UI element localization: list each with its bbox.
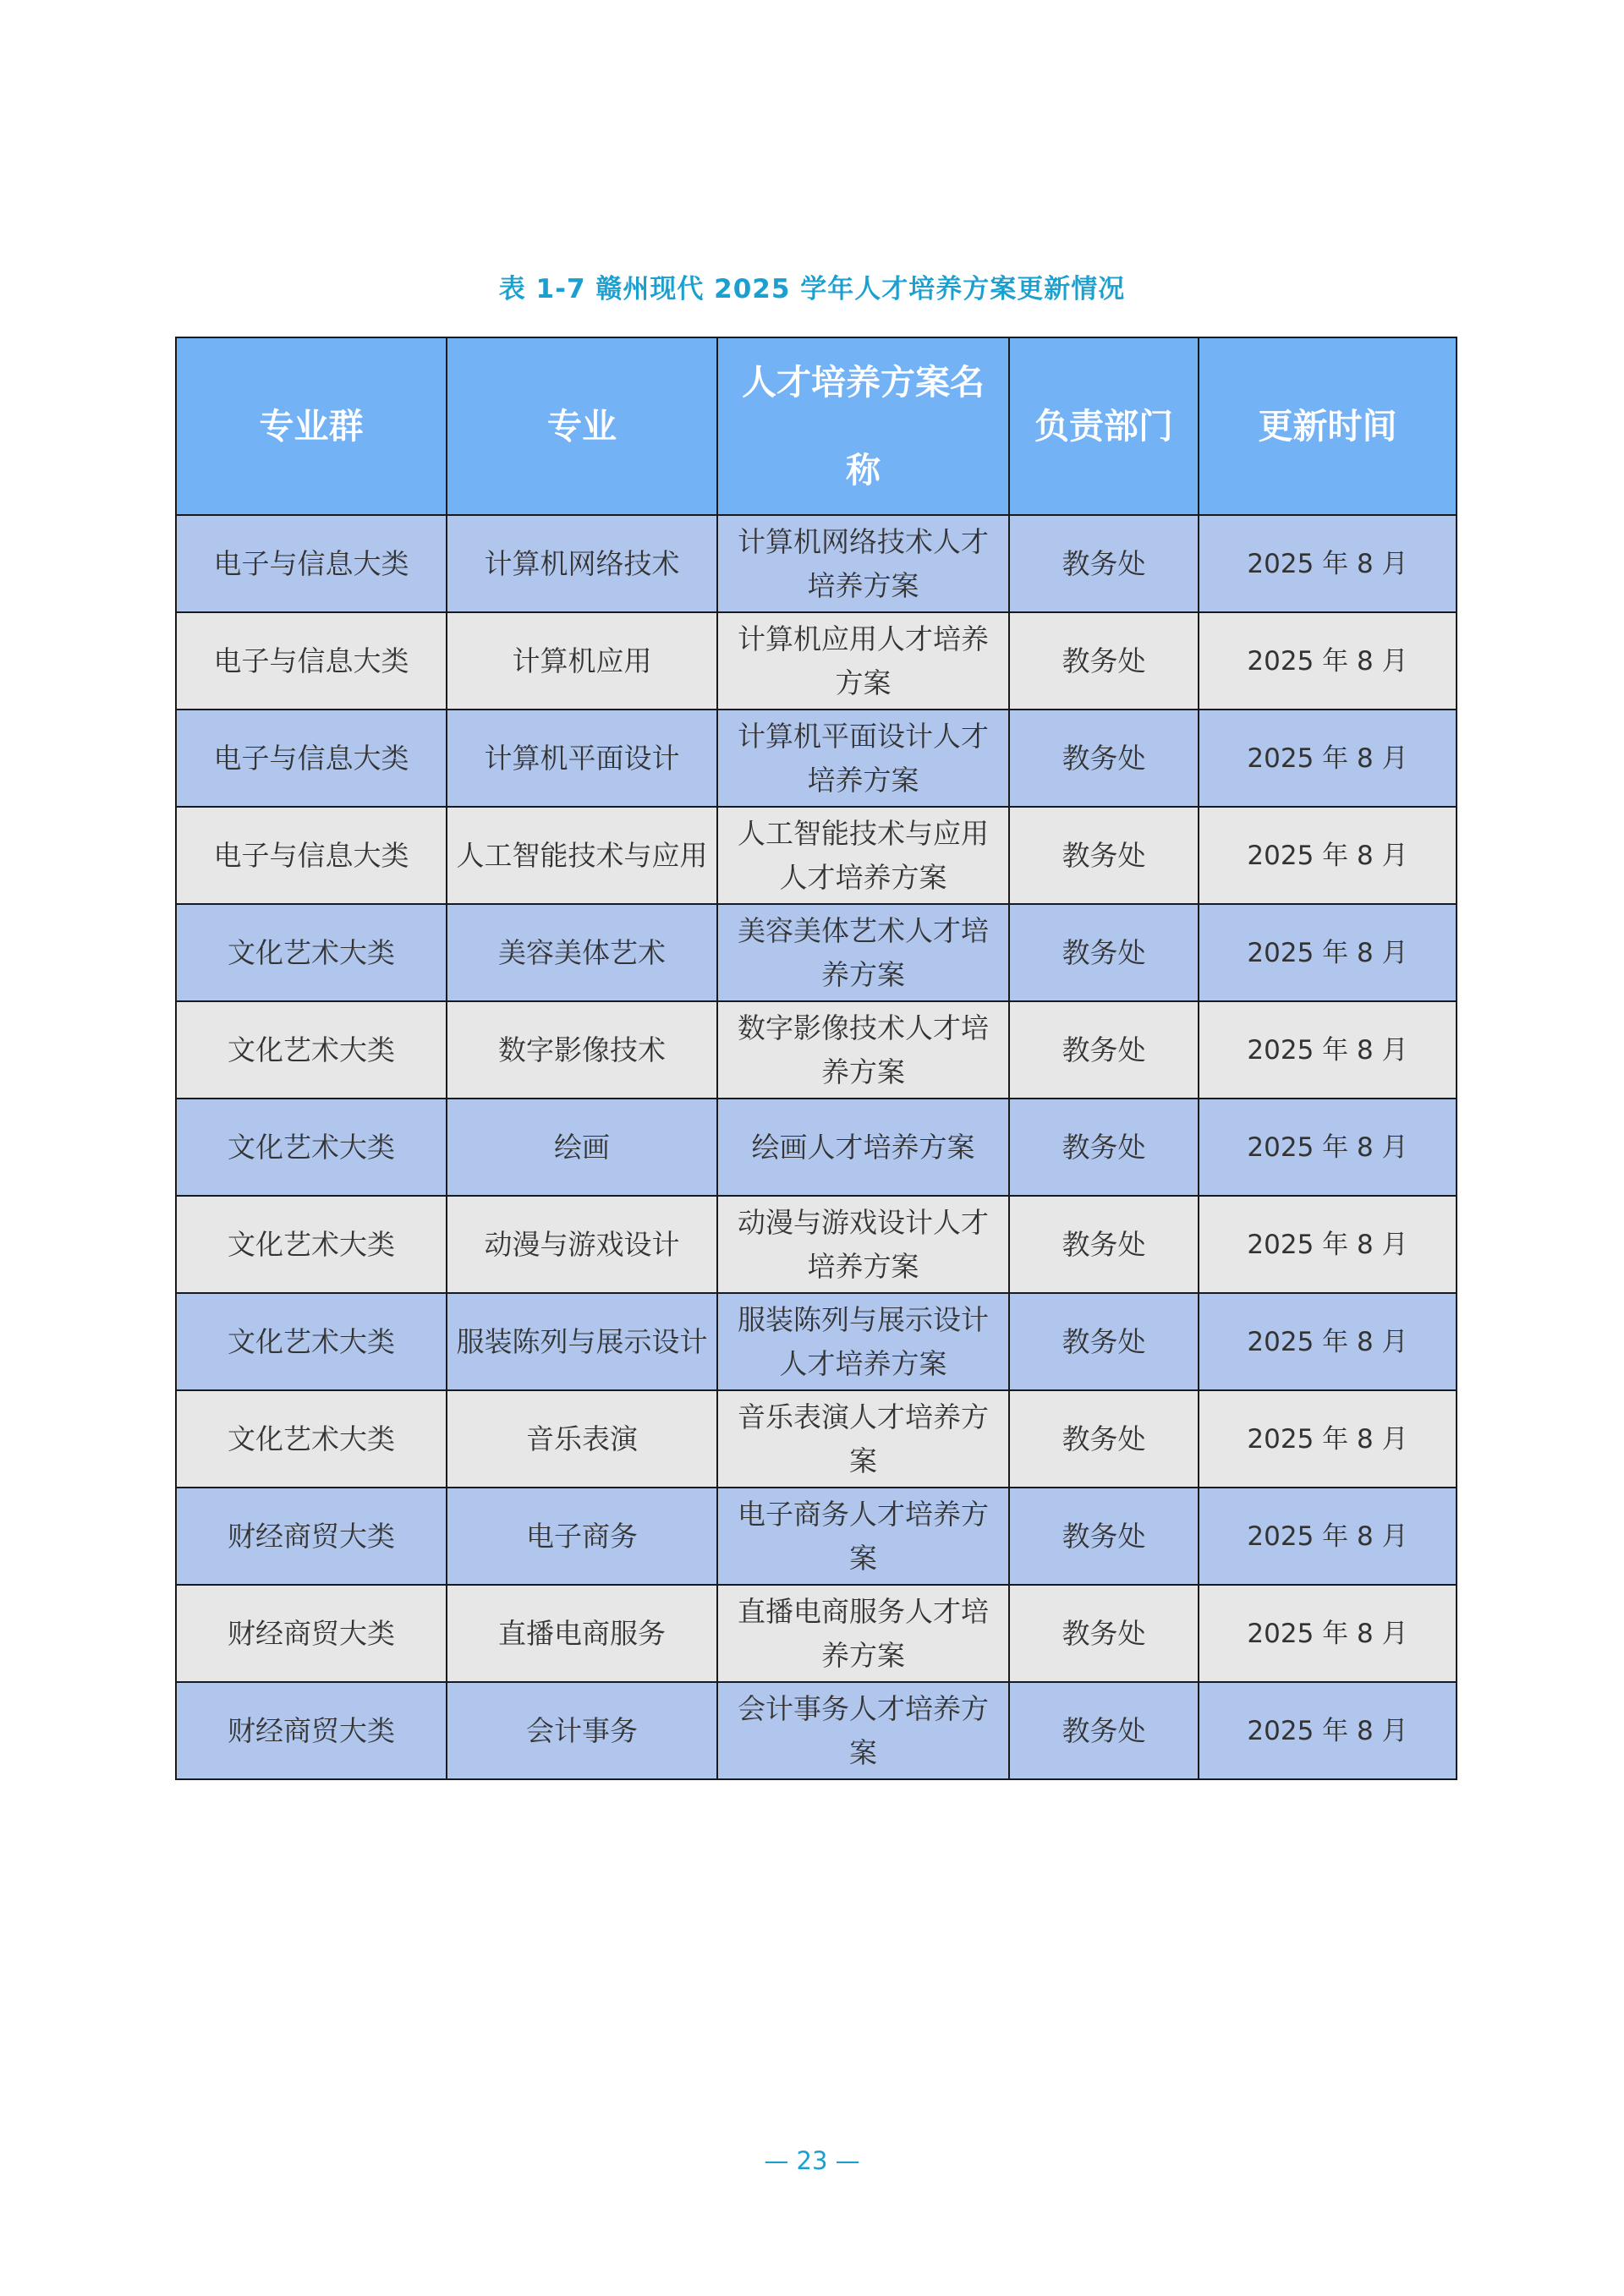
cell-department: 教务处 <box>1009 612 1199 710</box>
table-row <box>176 1196 1457 1293</box>
cell-group: 财经商贸大类 <box>176 1682 447 1779</box>
cell-update-time: 2025 年 8 月 <box>1199 1196 1457 1293</box>
cell-department: 教务处 <box>1009 1099 1199 1196</box>
cell-major: 绘画 <box>447 1099 717 1196</box>
cell-major: 计算机应用 <box>447 612 717 710</box>
cell-department: 教务处 <box>1009 1488 1199 1585</box>
cell-update-time: 2025 年 8 月 <box>1199 807 1457 904</box>
table-row <box>176 612 1457 710</box>
cell-group: 财经商贸大类 <box>176 1488 447 1585</box>
cell-plan-name: 绘画人才培养方案 <box>717 1099 1009 1196</box>
cell-update-time: 2025 年 8 月 <box>1199 1099 1457 1196</box>
cell-major: 人工智能技术与应用 <box>447 807 717 904</box>
cell-group: 文化艺术大类 <box>176 1293 447 1390</box>
table-row <box>176 710 1457 807</box>
cell-update-time: 2025 年 8 月 <box>1199 710 1457 807</box>
cell-plan-name: 数字影像技术人才培养方案 <box>717 1001 1009 1099</box>
cell-plan-name: 人工智能技术与应用人才培养方案 <box>717 807 1009 904</box>
cell-department: 教务处 <box>1009 1293 1199 1390</box>
cell-major: 电子商务 <box>447 1488 717 1585</box>
cell-major: 计算机网络技术 <box>447 515 717 612</box>
table-row <box>176 1390 1457 1488</box>
table-row <box>176 807 1457 904</box>
cell-update-time: 2025 年 8 月 <box>1199 904 1457 1001</box>
header-cell-department: 负责部门 <box>1009 337 1199 515</box>
header-cell-update-time: 更新时间 <box>1199 337 1457 515</box>
cell-major: 服装陈列与展示设计 <box>447 1293 717 1390</box>
cell-update-time: 2025 年 8 月 <box>1199 1682 1457 1779</box>
cell-major: 会计事务 <box>447 1682 717 1779</box>
table-row <box>176 1488 1457 1585</box>
training-plan-table <box>175 337 1457 1780</box>
cell-plan-name: 美容美体艺术人才培养方案 <box>717 904 1009 1001</box>
cell-group: 文化艺术大类 <box>176 1390 447 1488</box>
cell-major: 计算机平面设计 <box>447 710 717 807</box>
table-caption: 表 1-7 赣州现代 2025 学年人才培养方案更新情况 <box>498 274 1126 304</box>
cell-plan-name: 服装陈列与展示设计人才培养方案 <box>717 1293 1009 1390</box>
page-number: — 23 — <box>764 2146 860 2175</box>
header-row <box>176 337 1457 515</box>
cell-update-time: 2025 年 8 月 <box>1199 1390 1457 1488</box>
header-cell-plan-name: 人才培养方案名称 <box>717 337 1009 515</box>
cell-group: 电子与信息大类 <box>176 515 447 612</box>
cell-group: 文化艺术大类 <box>176 1001 447 1099</box>
cell-group: 电子与信息大类 <box>176 710 447 807</box>
table-row <box>176 1001 1457 1099</box>
table-row <box>176 1099 1457 1196</box>
cell-plan-name: 电子商务人才培养方案 <box>717 1488 1009 1585</box>
cell-department: 教务处 <box>1009 515 1199 612</box>
cell-group: 文化艺术大类 <box>176 1196 447 1293</box>
cell-major: 美容美体艺术 <box>447 904 717 1001</box>
cell-department: 教务处 <box>1009 1001 1199 1099</box>
cell-plan-name: 直播电商服务人才培养方案 <box>717 1585 1009 1682</box>
cell-update-time: 2025 年 8 月 <box>1199 1488 1457 1585</box>
cell-plan-name: 计算机平面设计人才培养方案 <box>717 710 1009 807</box>
table-row <box>176 1682 1457 1779</box>
cell-plan-name: 动漫与游戏设计人才培养方案 <box>717 1196 1009 1293</box>
cell-group: 文化艺术大类 <box>176 904 447 1001</box>
cell-plan-name: 计算机应用人才培养方案 <box>717 612 1009 710</box>
cell-update-time: 2025 年 8 月 <box>1199 1293 1457 1390</box>
cell-department: 教务处 <box>1009 710 1199 807</box>
table-row <box>176 1585 1457 1682</box>
cell-department: 教务处 <box>1009 904 1199 1001</box>
cell-department: 教务处 <box>1009 1682 1199 1779</box>
cell-update-time: 2025 年 8 月 <box>1199 1585 1457 1682</box>
cell-plan-name: 会计事务人才培养方案 <box>717 1682 1009 1779</box>
cell-major: 音乐表演 <box>447 1390 717 1488</box>
cell-department: 教务处 <box>1009 1196 1199 1293</box>
table-row <box>176 515 1457 612</box>
cell-department: 教务处 <box>1009 1585 1199 1682</box>
header-cell-group: 专业群 <box>176 337 447 515</box>
cell-major: 数字影像技术 <box>447 1001 717 1099</box>
table-row <box>176 904 1457 1001</box>
cell-department: 教务处 <box>1009 807 1199 904</box>
header-cell-major: 专业 <box>447 337 717 515</box>
cell-group: 财经商贸大类 <box>176 1585 447 1682</box>
table-row <box>176 1293 1457 1390</box>
cell-major: 直播电商服务 <box>447 1585 717 1682</box>
cell-plan-name: 计算机网络技术人才培养方案 <box>717 515 1009 612</box>
cell-update-time: 2025 年 8 月 <box>1199 612 1457 710</box>
cell-major: 动漫与游戏设计 <box>447 1196 717 1293</box>
cell-group: 电子与信息大类 <box>176 807 447 904</box>
cell-department: 教务处 <box>1009 1390 1199 1488</box>
cell-update-time: 2025 年 8 月 <box>1199 1001 1457 1099</box>
cell-group: 文化艺术大类 <box>176 1099 447 1196</box>
cell-plan-name: 音乐表演人才培养方案 <box>717 1390 1009 1488</box>
cell-update-time: 2025 年 8 月 <box>1199 515 1457 612</box>
cell-group: 电子与信息大类 <box>176 612 447 710</box>
